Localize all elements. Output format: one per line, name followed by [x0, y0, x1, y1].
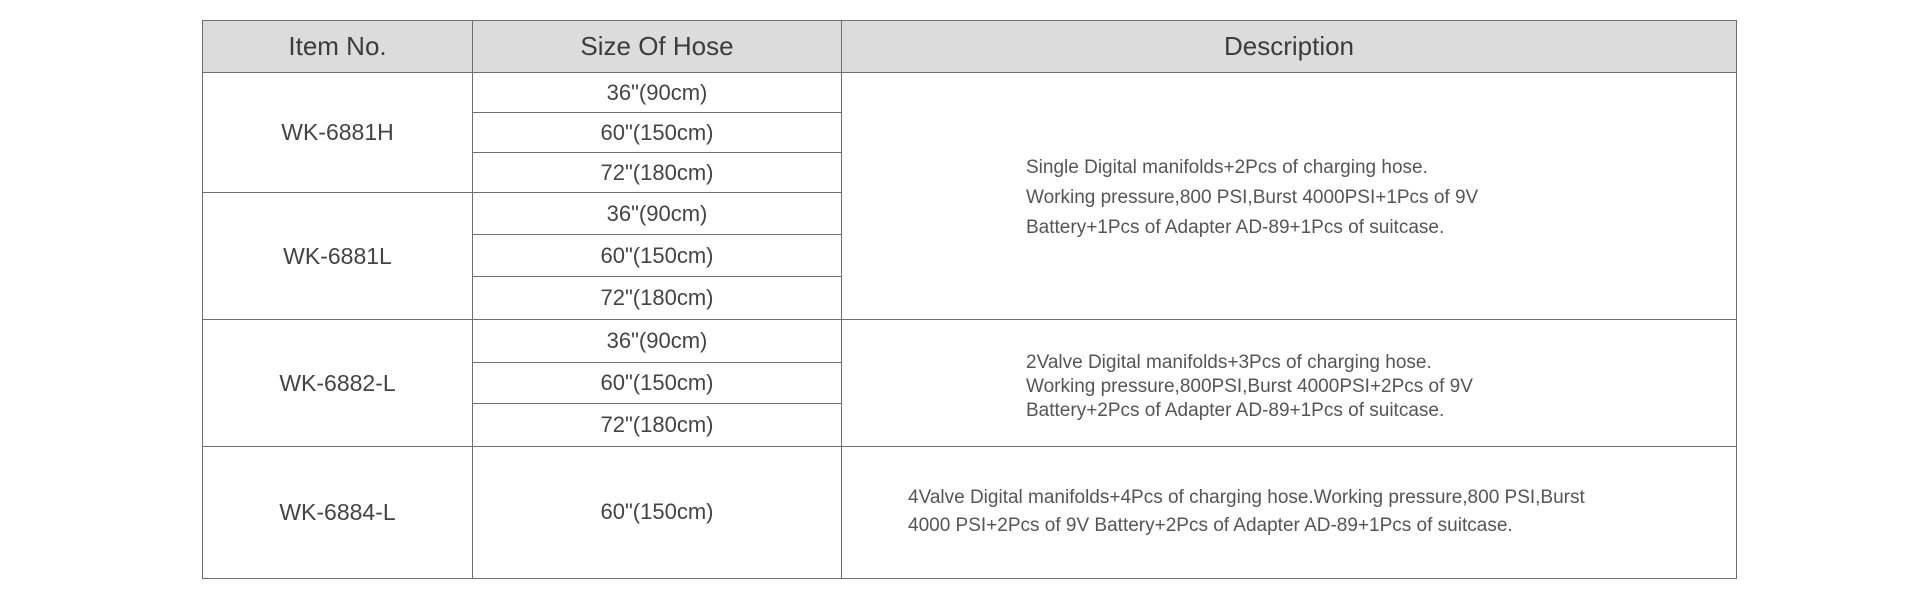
hose-size-cell: 72"(180cm) — [473, 403, 842, 446]
description-text: 2Valve Digital manifolds+3Pcs of charging hose. Working pressure,800PSI,Burst 4000PSI+2Pcs of 9V Battery+2Pcs of Adapter AD-89+1Pcs of suitcase. — [1026, 352, 1473, 422]
description-cell — [842, 320, 1737, 446]
table-row — [203, 73, 1737, 113]
item-number-cell: WK-6881L — [203, 193, 473, 320]
description-cell — [842, 73, 1737, 320]
table-row — [203, 446, 1737, 578]
product-spec-table — [202, 20, 1737, 579]
hose-size-cell: 36"(90cm) — [473, 73, 842, 113]
description-text: 4Valve Digital manifolds+4Pcs of charging hose.Working pressure,800 PSI,Burst 4000 PSI+2Pcs of 9V Battery+2Pcs of Adapter AD-89+1Pcs of suitcase. — [908, 487, 1585, 537]
header-size-of-hose: Size Of Hose — [473, 21, 842, 73]
item-number-cell: WK-6884-L — [203, 446, 473, 578]
item-number-cell: WK-6881H — [203, 73, 473, 193]
hose-size-cell: 60"(150cm) — [473, 362, 842, 403]
hose-size-cell: 36"(90cm) — [473, 193, 842, 235]
table-row — [203, 320, 1737, 362]
hose-size-cell: 36"(90cm) — [473, 320, 842, 362]
item-number-cell: WK-6882-L — [203, 320, 473, 446]
hose-size-cell: 72"(180cm) — [473, 153, 842, 193]
header-item-no: Item No. — [203, 21, 473, 73]
header-row — [203, 21, 1737, 73]
header-description: Description — [842, 21, 1737, 73]
hose-size-cell: 60"(150cm) — [473, 235, 842, 277]
description-cell — [842, 446, 1737, 578]
description-text: Single Digital manifolds+2Pcs of charging hose. Working pressure,800 PSI,Burst 4000PSI+1Pcs of 9V Battery+1Pcs of Adapter AD-89+1Pcs of suitcase. — [1026, 157, 1479, 239]
hose-size-cell: 72"(180cm) — [473, 277, 842, 320]
hose-size-cell: 60"(150cm) — [473, 446, 842, 578]
hose-size-cell: 60"(150cm) — [473, 113, 842, 153]
